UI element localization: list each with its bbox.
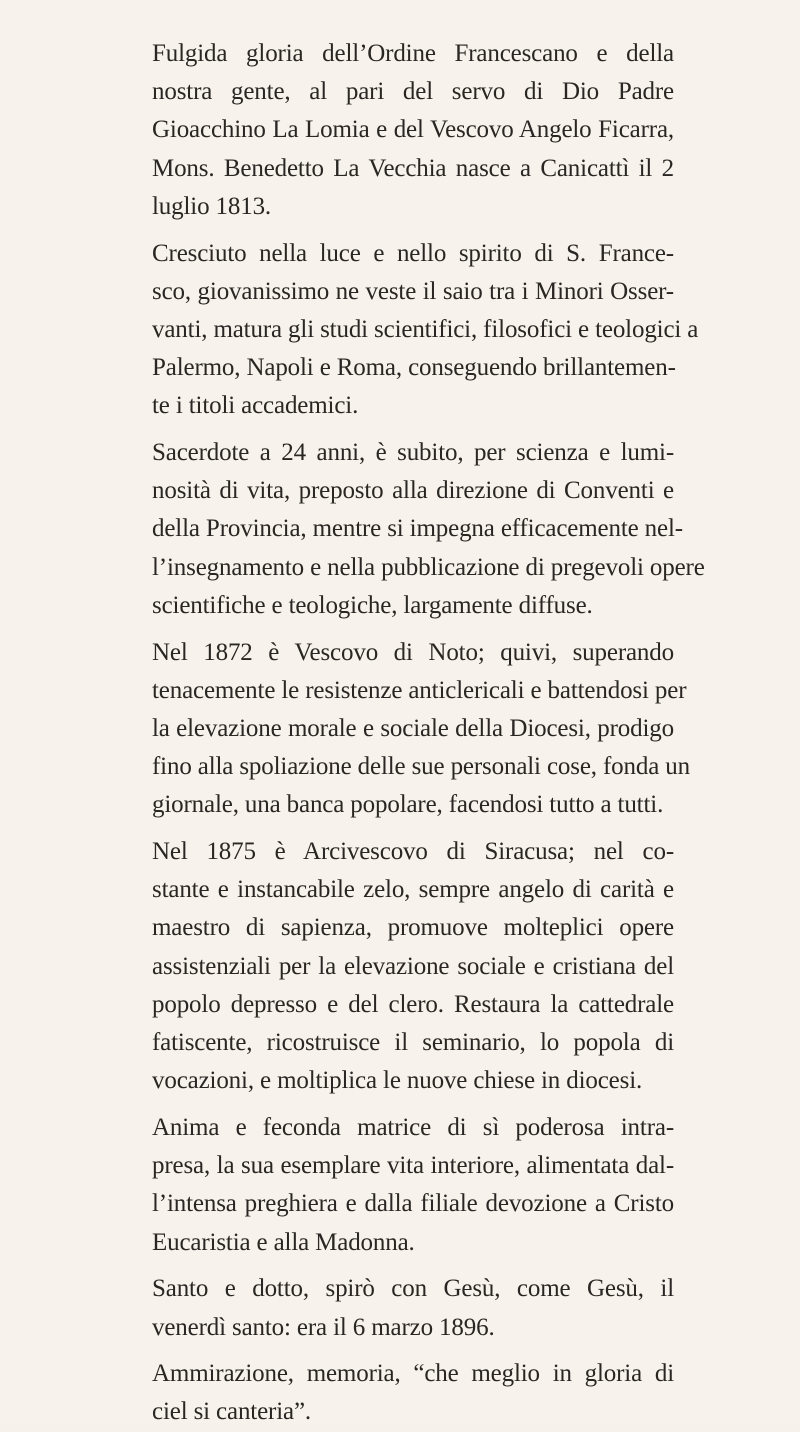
text-line: Cresciuto nella luce e nello spirito di S. France-: [152, 239, 674, 267]
text-line: venerdì santo: era il 6 marzo 1896.: [152, 1313, 495, 1341]
text-line: nosità di vita, preposto alla direzione di Conventi e: [152, 477, 674, 505]
text-line: fino alla spoliazione delle sue personali cose, fonda un: [152, 753, 690, 781]
text-line: l’insegnamento e nella pubblicazione di pregevoli opere: [152, 553, 705, 581]
text-line: vocazioni, e moltiplica le nuove chiese in diocesi.: [152, 1067, 643, 1095]
text-line: Ammirazione, memoria, “che meglio in gloria di: [152, 1360, 674, 1388]
text-line: popolo depresso e del clero. Restaura la cattedrale: [152, 990, 674, 1018]
text-line: Nel 1875 è Arcivescovo di Siracusa; nel co-: [152, 838, 674, 866]
paragraph-1: [106, 35, 674, 226]
text-line: Palermo, Napoli e Roma, conseguendo brillantemen-: [152, 354, 676, 382]
text-line: sco, giovanissimo ne veste il saio tra i Minori Osser-: [152, 277, 674, 305]
paragraph-5: [106, 833, 674, 1100]
text-line: l’intensa preghiera e dalla filiale devozione a Cristo: [152, 1190, 674, 1218]
text-line: luglio 1813.: [152, 192, 272, 220]
text-line: scientifiche e teologiche, largamente diffuse.: [152, 591, 593, 619]
text-line: giornale, una banca popolare, facendosi tutto a tutti.: [152, 791, 664, 819]
paragraph-7: [106, 1270, 674, 1346]
paragraph-8: [106, 1355, 674, 1431]
text-line: nostra gente, al pari del servo di Dio Padre: [152, 78, 674, 106]
text-line: assistenziali per la elevazione sociale e cristiana del: [152, 952, 674, 980]
text-line: la elevazione morale e sociale della Diocesi, prodigo: [152, 714, 674, 742]
text-line: Fulgida gloria dell’Ordine Francescano e della: [152, 40, 674, 67]
text-line: ciel si canteria”.: [152, 1398, 312, 1426]
text-line: Anima e feconda matrice di sì poderosa intra-: [152, 1113, 674, 1141]
text-line: Eucaristia e alla Madonna.: [152, 1228, 415, 1256]
text-line: Nel 1872 è Vescovo di Noto; quivi, superando: [152, 638, 674, 666]
paragraph-2: [106, 235, 699, 426]
text-line: Sacerdote a 24 anni, è subito, per scienza e lumi-: [152, 439, 674, 467]
paragraph-6: [106, 1109, 674, 1262]
text-line: della Provincia, mentre si impegna efficacemente nel-: [152, 515, 683, 543]
text-line: Gioacchino La Lomia e del Vescovo Angelo Ficarra,: [152, 116, 674, 144]
text-line: presa, la sua esemplare vita interiore, alimentata dal-: [152, 1152, 674, 1180]
text-line: vanti, matura gli studi scientifici, filosofici e teologici a: [152, 315, 699, 343]
text-line: stante e instancabile zelo, sempre angelo di carità e: [152, 876, 674, 904]
paragraph-4: [106, 634, 690, 825]
text-line: Santo e dotto, spirò con Gesù, come Gesù, il: [152, 1275, 674, 1303]
text-line: fatiscente, ricostruisce il seminario, lo popola di: [152, 1029, 674, 1057]
text-line: tenacemente le resistenze anticlericali e battendosi per: [152, 676, 687, 704]
text-line: Mons. Benedetto La Vecchia nasce a Canicattì il 2: [152, 154, 674, 182]
paragraph-3: [106, 434, 705, 625]
text-line: te i titoli accademici.: [152, 392, 359, 420]
text-line: maestro di sapienza, promuove molteplici opere: [152, 914, 674, 942]
